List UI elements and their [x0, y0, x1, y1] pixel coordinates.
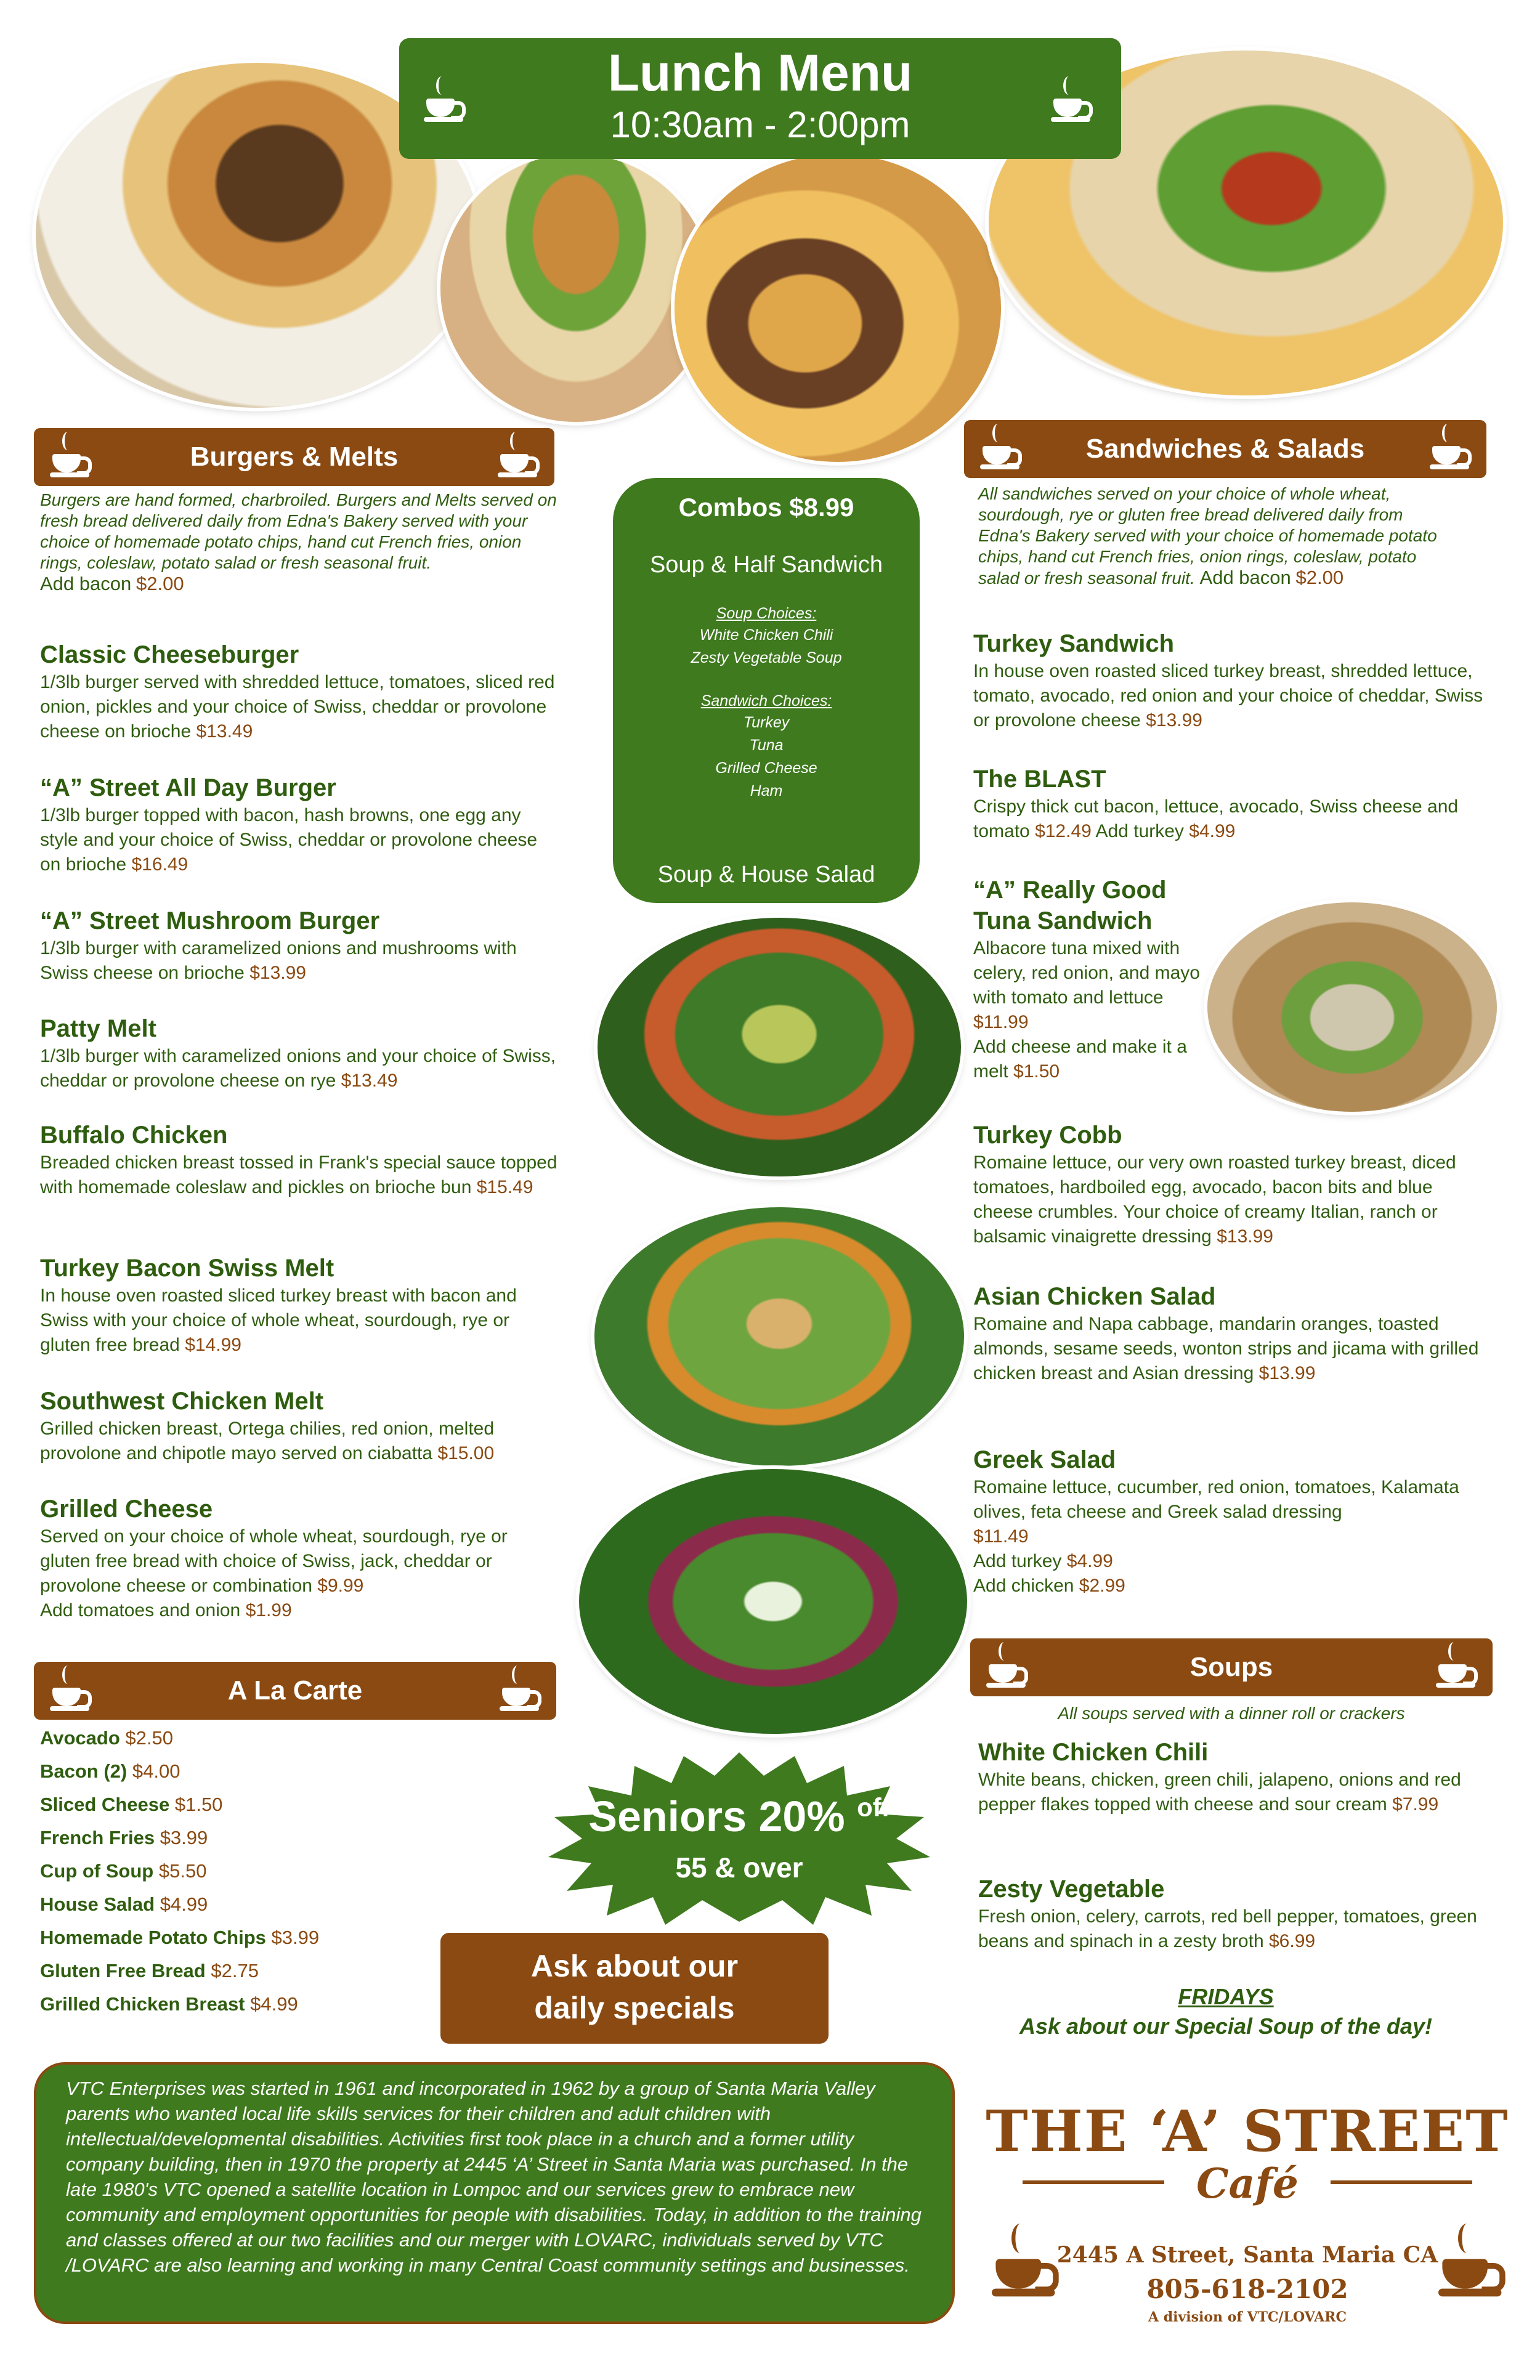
chicken-burger-photo [440, 154, 711, 422]
coffee-cup-icon [980, 424, 1023, 473]
menu-item: “A” Really Good Tuna Sandwich Albacore tuna mixed with celery, red onion, and mayo with tomato and lettuce $11.99 Add cheese and make it a melt $1.50 [973, 876, 1200, 1082]
phone-number: 805-618-2102 [1146, 2274, 1348, 2304]
menu-item: Turkey Cobb Romaine lettuce, our very own roasted turkey breast, diced tomatoes, hardboiled egg, avocado, bacon bits and blue cheese crumbles. Your choice of creamy Italian, ranch or balsamic vinaigrette dressing $13.99 [973, 1122, 1456, 1247]
cafe-logo [986, 2100, 1509, 2359]
melt-fries-photo [675, 154, 1001, 462]
combo-option: Soup & House Salad [657, 862, 875, 888]
list-item: Bacon (2) $4.00 [40, 1760, 180, 1782]
list-item: Homemade Potato Chips $3.99 [40, 1927, 320, 1948]
lunch-menu-header [399, 38, 1121, 159]
alacarte-list [40, 1722, 319, 2021]
seniors-discount-badge: Seniors 20% $^{off}$ 55 & over [517, 1752, 961, 1925]
fridays-note: FRIDAYS Ask about our Special Soup of the day! [1019, 1984, 1433, 2039]
list-item: French Fries $3.99 [40, 1827, 208, 1848]
menu-item: “A” Street All Day Burger 1/3lb burger topped with bacon, hash browns, one egg any style and your choice of Swiss, cheddar or provolone cheese on brioche $16.49 [40, 774, 538, 875]
menu-item: “A” Street Mushroom Burger 1/3lb burger with caramelized onions and mushrooms with Swiss cheese on brioche $13.99 [40, 907, 517, 983]
combos-title: Combos $8.99 [678, 493, 854, 522]
coffee-cup-icon [1430, 424, 1473, 473]
menu-item: Turkey Bacon Swiss Melt In house oven roasted sliced turkey breast with bacon and Swiss with your choice of whole wheat, sourdough, rye or gluten free bread $14.99 [40, 1255, 517, 1355]
section-title: Soups [1189, 1652, 1273, 1682]
daily-specials-box: Ask about our daily specials [440, 1933, 829, 2044]
menu-item: Buffalo Chicken Breaded chicken breast tossed in Frank's special sauce topped with homemade coleslaw and pickles on brioche bun $15.49 [40, 1122, 557, 1197]
menu-item: Asian Chicken Salad Romaine and Napa cabbage, mandarin oranges, toasted almonds, sesame seeds, wonton strips and jicama with grilled chicken breast and Asian dressing $13.99 [973, 1283, 1479, 1383]
tuna-sandwich-photo [1207, 902, 1497, 1112]
list-item: House Salad $4.99 [40, 1893, 208, 1915]
section-title: A La Carte [227, 1675, 363, 1706]
coffee-cup-icon [50, 1666, 93, 1715]
coffee-cup-icon [500, 1666, 543, 1715]
alacarte-section-header [34, 1662, 556, 1720]
coffee-cup-icon [1438, 2224, 1507, 2302]
address: 2445 A Street, Santa Maria CA [1056, 2242, 1438, 2268]
list-item: Cup of Soup $5.50 [40, 1860, 207, 1882]
coffee-cup-icon [986, 1642, 1029, 1691]
combo-option: Soup & Half Sandwich [649, 552, 883, 578]
list-item: Gluten Free Bread $2.75 [40, 1960, 259, 1981]
about-vtc: VTC Enterprises was started in 1961 and incorporated in 1962 by a group of Santa Maria Valley parents who wanted local life skills services for their children and adult children with intellectual/developmental disabilities. Activities first took place in a church and a former utility company building, then in 1970 the property at 2445 ‘A’ Street in Santa Maria was purchased. In the late 1980's VTC opened a satellite location in Lompoc and our services grew to embrace new community and employment opportunities for people with disabilities. Today, in addition to the training and classes offered at our two facilities and our merger with LOVARC, individuals served by VTC /LOVARC are also learning and working in many Central Coast community settings and businesses. [34, 2062, 955, 2324]
logo-cafe: Café [1196, 2159, 1299, 2208]
greek-salad-photo [579, 1469, 967, 1734]
logo-name: THE ‘A’ STREET [986, 2098, 1509, 2164]
burgers-section-header [34, 428, 554, 486]
seniors-title: Seniors 20% [588, 1792, 845, 1840]
sandwiches-section-header [964, 420, 1486, 478]
asian-salad-photo [594, 1207, 964, 1466]
combos-box: Combos $8.99 Soup & Half Sandwich Soup Choices: White Chicken Chili Zesty Vegetable Soup Sandwich Choices: Turkey Tuna Grilled Cheese Ham Soup & House Salad [613, 478, 920, 903]
coffee-cup-icon [424, 76, 467, 126]
list-item: Grilled Chicken Breast $4.99 [40, 1993, 298, 2015]
menu-item: The BLAST Crispy thick cut bacon, lettuce, avocado, Swiss cheese and tomato $12.49 Add turkey $4.99 [973, 766, 1459, 841]
section-title: Sandwiches & Salads [1085, 434, 1365, 464]
soups-intro: All soups served with a dinner roll or crackers [1058, 1704, 1405, 1723]
menu-item: Classic Cheeseburger 1/3lb burger served with shredded lettuce, tomatoes, sliced red onion, pickles and your choice of Swiss, cheddar or provolone cheese on brioche $13.49 [40, 641, 555, 742]
menu-item: Southwest Chicken Melt Grilled chicken breast, Ortega chilies, red onion, melted provolone and chipotle mayo served on ciabatta $15.00 [40, 1388, 495, 1463]
division-note: A division of VTC/LOVARC [1148, 2309, 1347, 2325]
menu-item: Turkey Sandwich In house oven roasted sliced turkey breast, shredded lettuce, tomato, avocado, red onion and your choice of cheddar, Swiss or provolone cheese $13.99 [973, 630, 1483, 731]
coffee-cup-icon [498, 432, 541, 481]
menu-item: Greek Salad Romaine lettuce, cucumber, red onion, tomatoes, Kalamata olives, feta cheese and Greek salad dressing $11.49 Add turkey $4.99 Add chicken $2.99 [973, 1446, 1459, 1596]
burgers-intro: Burgers are hand formed, charbroiled. Burgers and Melts served on fresh bread delivered daily from Edna's Bakery served with your choice of homemade potato chips, hand cut French fries, onion rings, coleslaw, potato salad or fresh seasonal fruit. Add bacon $2.00 [40, 490, 557, 594]
coffee-cup-icon [50, 432, 93, 481]
soups-section-header [970, 1638, 1493, 1696]
menu-item: White Chicken Chili White beans, chicken, green chili, jalapeno, onions and red pepper flakes topped with cheese and sour cream $7.99 [978, 1739, 1461, 1815]
coffee-cup-icon [1051, 76, 1094, 126]
menu-item: Patty Melt 1/3lb burger with caramelized onions and your choice of Swiss, cheddar or provolone cheese on rye $13.49 [40, 1015, 556, 1091]
cobb-salad-photo [598, 918, 961, 1176]
list-item: Sliced Cheese $1.50 [40, 1794, 223, 1815]
page-title: Lunch Menu [607, 44, 913, 102]
sandwiches-intro: All sandwiches served on your choice of whole wheat, sourdough, rye or gluten free bread delivered daily from Edna's Bakery served with your choice of homemade potato chips, hand cut French fries, onion rings, coleslaw, potato salad or fresh seasonal fruit. Add bacon $2.00 [978, 484, 1437, 588]
sandwich-choices-label: Sandwich Choices: [700, 692, 832, 710]
seniors-age: 55 & over [675, 1852, 803, 1884]
list-item: Avocado $2.50 [40, 1727, 173, 1749]
soup-choices-label: Soup Choices: [716, 605, 817, 622]
coffee-cup-icon [1436, 1642, 1479, 1691]
section-title: Burgers & Melts [190, 442, 399, 472]
lunch-hours: 10:30am - 2:00pm [610, 104, 910, 146]
coffee-cup-icon [992, 2224, 1061, 2302]
menu-item: Zesty Vegetable Fresh onion, celery, carrots, red bell pepper, tomatoes, green beans and spinach in a zesty broth $6.99 [978, 1876, 1477, 1951]
menu-item: Grilled Cheese Served on your choice of whole wheat, sourdough, rye or gluten free bread with choice of Swiss, jack, cheddar or provolone cheese or combination $9.99 Add tomatoes and onion $1.99 [40, 1496, 508, 1621]
